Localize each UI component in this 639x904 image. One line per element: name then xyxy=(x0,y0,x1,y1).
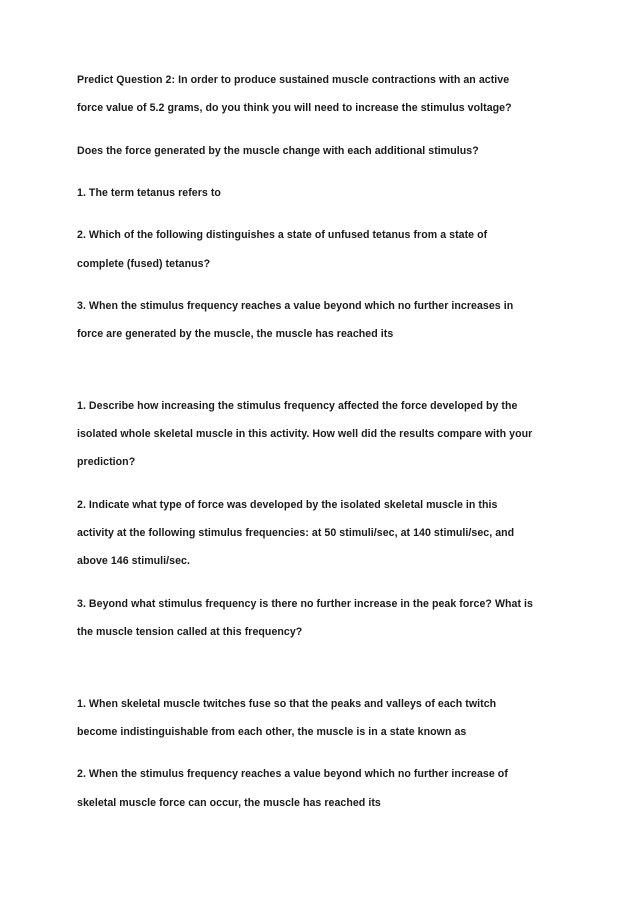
quiz-question-2-line-1: 2. When the stimulus frequency reaches a value beyond which no further increase of xyxy=(77,768,508,780)
review-question-1-line-3: prediction? xyxy=(77,456,136,468)
review-question-3-line-1: 3. Beyond what stimulus frequency is there no further increase in the peak force? What is xyxy=(77,598,533,610)
review-question-1-line-2: isolated whole skeletal muscle in this activity. How well did the results compare with your xyxy=(77,428,533,440)
predict-question-line-2: force value of 5.2 grams, do you think you will need to increase the stimulus voltage? xyxy=(77,102,512,114)
review-question-3-line-2: the muscle tension called at this frequency? xyxy=(77,626,303,638)
force-change-question: Does the force generated by the muscle change with each additional stimulus? xyxy=(77,145,479,157)
quiz-question-2-line-2: skeletal muscle force can occur, the muscle has reached its xyxy=(77,797,381,809)
review-question-1-line-1: 1. Describe how increasing the stimulus frequency affected the force developed by the xyxy=(77,400,518,412)
predict-question-line-1: Predict Question 2: In order to produce sustained muscle contractions with an active xyxy=(77,74,510,86)
quiz-question-1-line-2: become indistinguishable from each other, the muscle is in a state known as xyxy=(77,726,467,738)
review-question-2-line-3: above 146 stimuli/sec. xyxy=(77,555,190,567)
question-1-tetanus: 1. The term tetanus refers to xyxy=(77,187,221,199)
quiz-question-1-line-1: 1. When skeletal muscle twitches fuse so that the peaks and valleys of each twitch xyxy=(77,698,497,710)
question-2-line-2: complete (fused) tetanus? xyxy=(77,258,211,270)
question-3-line-2: force are generated by the muscle, the muscle has reached its xyxy=(77,328,394,340)
review-question-2-line-2: activity at the following stimulus frequencies: at 50 stimuli/sec, at 140 stimuli/sec, and xyxy=(77,527,515,539)
question-3-line-1: 3. When the stimulus frequency reaches a value beyond which no further increases in xyxy=(77,300,514,312)
question-2-line-1: 2. Which of the following distinguishes a state of unfused tetanus from a state of xyxy=(77,229,488,241)
review-question-2-line-1: 2. Indicate what type of force was developed by the isolated skeletal muscle in this xyxy=(77,499,498,511)
